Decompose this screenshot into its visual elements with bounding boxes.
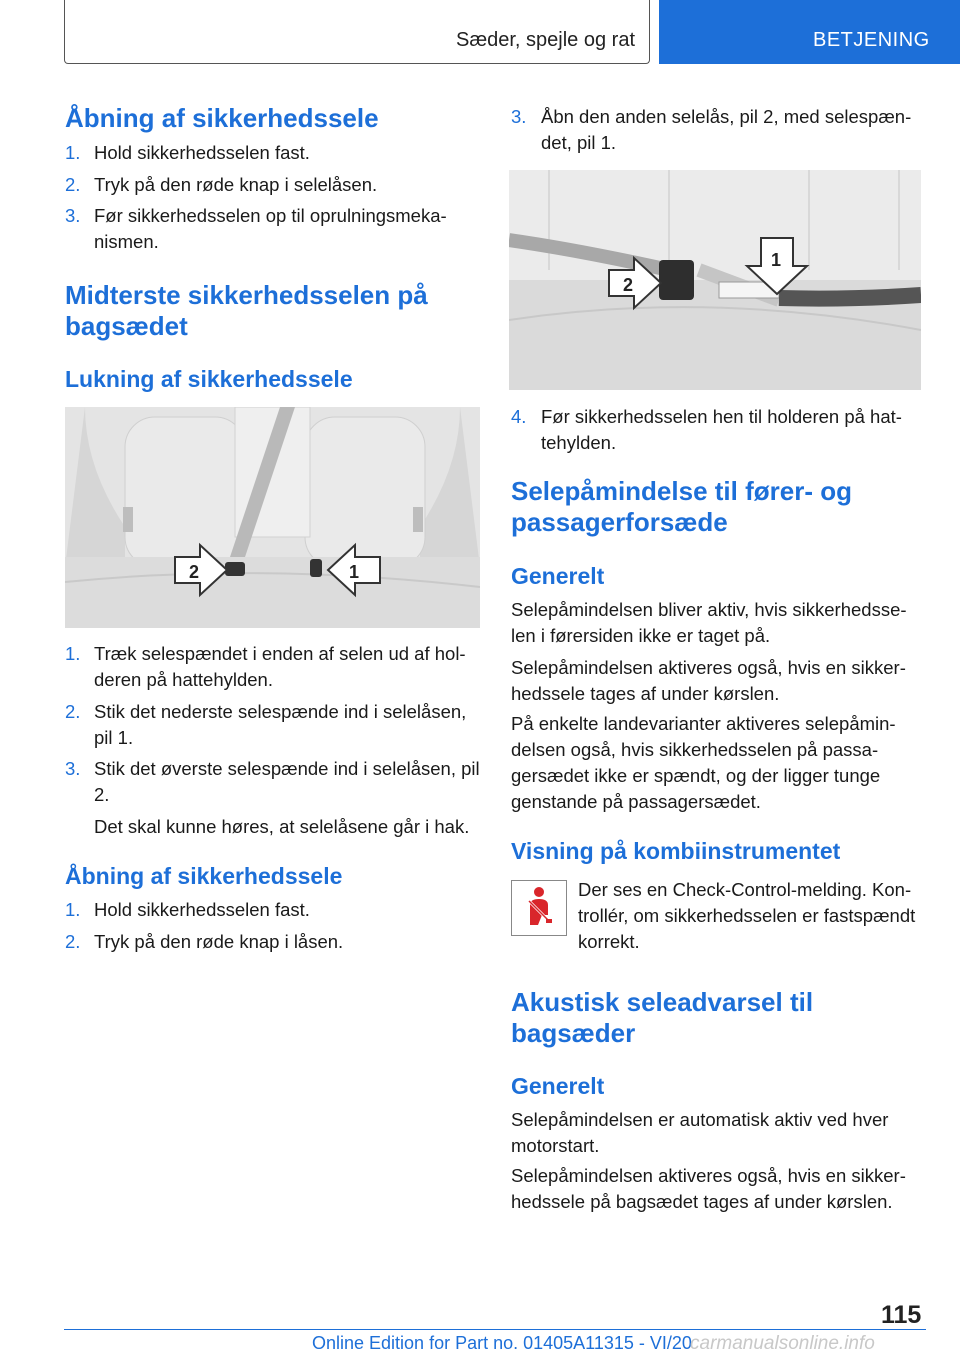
step-number: 2. — [65, 701, 81, 722]
step-number: 2. — [65, 174, 81, 195]
general2-paragraph-1: Selepåmindelsen er automatisk aktiv ved hver motorstart. — [511, 1109, 889, 1156]
general1-paragraph-1: Selepåmindelsen bliver aktiv, hvis sikkerhedsse‐len i førersiden ikke er taget på. — [511, 599, 907, 646]
step-text: Tryk på den røde knap i selelåsen. — [94, 174, 378, 195]
arrow-label-2: 2 — [623, 275, 634, 295]
heading-cluster-display: Visning på kombiinstrumentet — [511, 838, 841, 864]
step-number: 2. — [65, 931, 81, 952]
heading-general-1: Generelt — [511, 563, 605, 589]
step-number: 3. — [65, 758, 81, 779]
arrow-label-2: 2 — [189, 562, 200, 582]
arrow-label-1: 1 — [771, 250, 782, 270]
heading-middle-belt: Midterste sikkerhedsselen på bagsædet — [65, 280, 428, 341]
footer-rule — [64, 1329, 864, 1330]
step-number: 3. — [65, 205, 81, 226]
buckle-illustration — [509, 170, 921, 390]
step-number: 1. — [65, 142, 81, 163]
step-text: Hold sikkerhedsselen fast. — [94, 142, 310, 163]
step-text: Før sikkerhedsselen hen til holderen på hat‐tehylden. — [541, 406, 902, 453]
footer-edition: Online Edition for Part no. 01405A11315 - VI/20 — [312, 1333, 692, 1353]
rear-seat-illustration — [65, 407, 480, 628]
step-number: 3. — [511, 106, 527, 127]
heading-open-belt-2: Åbning af sikkerhedssele — [65, 863, 343, 889]
heading-close-belt: Lukning af sikkerhedssele — [65, 366, 353, 392]
general1-paragraph-2: Selepåmindelsen aktiveres også, hvis en sikker‐hedssele tages af under kørslen. — [511, 657, 906, 704]
header-section-box — [64, 0, 650, 64]
step-number: 4. — [511, 406, 527, 427]
close-note: Det skal kunne høres, at selelåsene går i hak. — [94, 816, 470, 837]
step-text: Stik det øverste selespænde ind i selelåsen, pil 2. — [94, 758, 480, 805]
header-chapter-tab — [659, 0, 960, 64]
seatbelt-warning-icon — [511, 880, 567, 936]
heading-open-belt: Åbning af sikkerhedssele — [65, 103, 379, 133]
step-text: Før sikkerhedsselen op til oprulningsmeka‐nismen. — [94, 205, 447, 252]
cluster-display-text: Der ses en Check-Control-melding. Kon‐trollér, om sikkerhedsselen er fastspændt korrekt. — [578, 879, 916, 952]
seatbelt-icon — [512, 881, 566, 935]
step-text: Stik det nederste selespænde ind i selelåsen, pil 1. — [94, 701, 467, 748]
heading-acoustic-warning: Akustisk seleadvarsel til bagsæder — [511, 987, 814, 1048]
step-text: Tryk på den røde knap i låsen. — [94, 931, 344, 952]
general1-paragraph-3: På enkelte landevarianter aktiveres selepåmin‐delsen også, hvis sikkerhedsselen på passa‐gersædet ikke er spændt, og der ligger tunge genstande på passagersædet. — [511, 713, 896, 812]
belt-buckle-photo — [509, 170, 921, 390]
step-text: Åbn den anden selelås, pil 2, med selespæn‐det, pil 1. — [541, 106, 912, 153]
step-text: Hold sikkerhedsselen fast. — [94, 899, 310, 920]
heading-belt-reminder: Selepåmindelse til fører- og passagerforsæde — [511, 476, 852, 537]
header-section-title: Sæder, spejle og rat — [456, 29, 635, 51]
general2-paragraph-2: Selepåmindelsen aktiveres også, hvis en sikker‐hedssele på bagsædet tages af under kørslen. — [511, 1165, 906, 1212]
header-chapter-title: BETJENING — [813, 29, 930, 51]
watermark: carmanualsonline.info — [690, 1333, 875, 1354]
page-number: 115 — [881, 1301, 922, 1329]
step-text: Træk selespændet i enden af selen ud af hol‐deren på hattehylden. — [94, 643, 466, 690]
footer-rule-short — [864, 1329, 926, 1330]
arrow-label-1: 1 — [349, 562, 360, 582]
step-number: 1. — [65, 643, 81, 664]
heading-general-2: Generelt — [511, 1073, 605, 1099]
rear-seat-belt-photo — [65, 407, 480, 628]
step-number: 1. — [65, 899, 81, 920]
